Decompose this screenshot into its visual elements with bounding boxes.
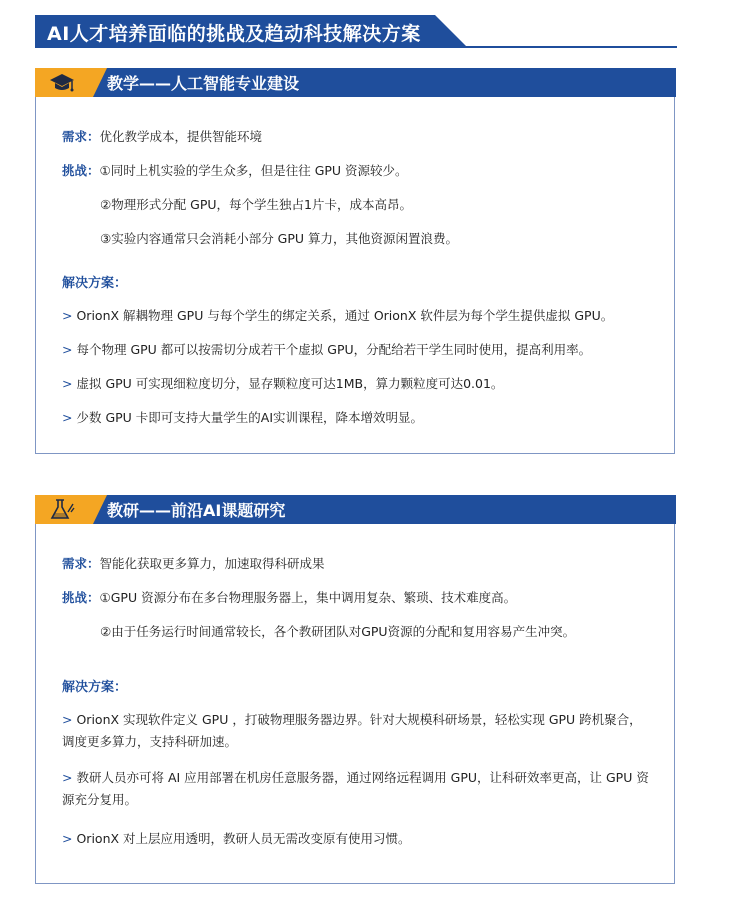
page-title: AI人才培养面临的挑战及趋动科技解决方案 (47, 23, 421, 45)
challenge-label: 挑战： (62, 163, 100, 178)
research-card-title: 教研——前沿AI课题研究 (107, 501, 286, 520)
teaching-need (62, 127, 262, 145)
research-icon-tab (35, 495, 107, 524)
bullet-mark: > (62, 410, 73, 425)
solution-text: 每个物理 GPU 都可以按需切分成若干个虚拟 GPU，分配给若干学生同时使用，提高利用率。 (76, 342, 592, 357)
solution-text: 虚拟 GPU 可实现细粒度切分，显存颗粒度可达1MB，算力颗粒度可达0.01。 (76, 376, 504, 391)
research-challenge-1 (62, 588, 516, 606)
challenge-label: 挑战： (62, 590, 100, 605)
solution-text: OrionX 解耦物理 GPU 与每个学生的绑定关系，通过 OrionX 软件层为每个学生提供虚拟 GPU。 (76, 308, 614, 323)
teaching-icon-tab (35, 68, 107, 97)
solution-text: 教研人员亦可将 AI 应用部署在机房任意服务器，通过网络远程调用 GPU，让科研效率更高，让 GPU 资源充分复用。 (62, 770, 649, 807)
research-solution-2 (62, 767, 652, 811)
solution-text: 少数 GPU 卡即可支持大量学生的AI实训课程，降本增效明显。 (76, 410, 424, 425)
bullet-mark: > (62, 712, 73, 727)
need-text: 优化教学成本，提供智能环境 (99, 129, 263, 144)
teaching-card (35, 68, 675, 454)
research-need (62, 554, 325, 572)
bullet-mark: > (62, 342, 73, 357)
flask-icon (49, 498, 75, 521)
need-label: 需求： (62, 129, 100, 144)
research-solution-3 (62, 829, 411, 847)
solution-text: OrionX 对上层应用透明，教研人员无需改变原有使用习惯。 (76, 831, 411, 846)
teaching-challenge-1 (62, 161, 408, 179)
page-title-banner (35, 15, 677, 49)
teaching-solution-3 (62, 374, 503, 392)
need-label: 需求： (62, 556, 100, 571)
graduation-cap-icon (49, 71, 75, 94)
teaching-challenge-3: ③实验内容通常只会消耗小部分 GPU 算力，其他资源闲置浪费。 (100, 231, 459, 246)
teaching-card-header (35, 68, 676, 97)
bullet-mark: > (62, 831, 73, 846)
research-card-header (35, 495, 676, 524)
teaching-challenge-2: ②物理形式分配 GPU，每个学生独占1片卡，成本高昂。 (100, 197, 413, 212)
teaching-card-title: 教学——人工智能专业建设 (107, 74, 300, 93)
challenge-text: ①GPU 资源分布在多台物理服务器上，集中调用复杂、繁琐、技术难度高。 (99, 590, 517, 605)
bullet-mark: > (62, 308, 73, 323)
teaching-solution-heading: 解决方案： (62, 276, 128, 291)
teaching-solution-4 (62, 408, 423, 426)
teaching-solution-1 (62, 306, 613, 324)
research-challenge-2: ②由于任务运行时间通常较长，各个教研团队对GPU资源的分配和复用容易产生冲突。 (100, 624, 576, 639)
teaching-solution-2 (62, 340, 591, 358)
research-card (35, 495, 675, 884)
solution-text: OrionX 实现软件定义 GPU ，打破物理服务器边界。针对大规模科研场景，轻松实现 GPU 跨机聚合，调度更多算力，支持科研加速。 (62, 712, 642, 749)
need-text: 智能化获取更多算力，加速取得科研成果 (99, 556, 325, 571)
bullet-mark: > (62, 376, 73, 391)
page-title-underline (35, 46, 677, 48)
research-solution-1 (62, 709, 652, 753)
research-solution-heading: 解决方案： (62, 680, 128, 695)
bullet-mark: > (62, 770, 73, 785)
challenge-text: ①同时上机实验的学生众多，但是往往 GPU 资源较少。 (99, 163, 408, 178)
